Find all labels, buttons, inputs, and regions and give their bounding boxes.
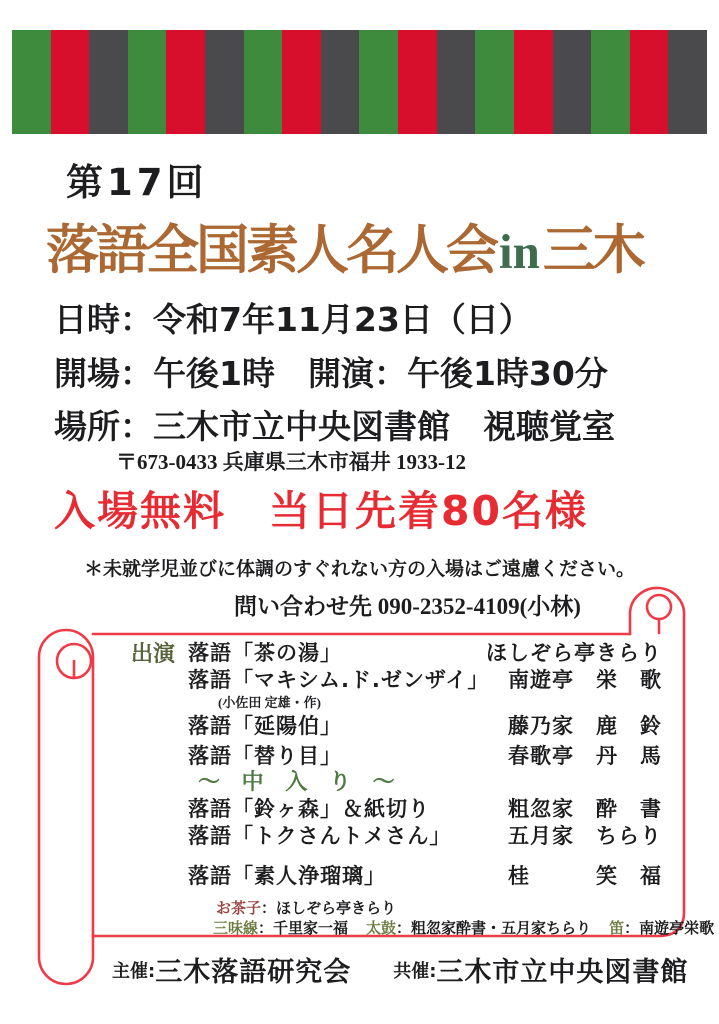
- scroll-left-roll: [39, 630, 93, 984]
- curtain-stripe-red: [282, 30, 321, 134]
- taiko-value: ：粗忽家酔書・五月家ちらり: [396, 919, 592, 937]
- organizers-line: [112, 950, 688, 989]
- scroll-right-curl: [647, 595, 671, 619]
- program-performer: 藤乃家 鹿 鈴: [508, 714, 662, 738]
- curtain-stripe-red: [51, 30, 90, 134]
- ochako-value: ：ほしぞら亭きらり: [261, 899, 397, 917]
- program-title: 落語「トクさんトメさん」: [188, 824, 452, 848]
- doors-open-line: 開場：午後1時 開演：午後1時30分: [54, 354, 608, 393]
- program-title: 落語「鈴ヶ森」＆紙切り: [188, 797, 430, 821]
- note-line: ＊未就学児並びに体調のすぐれない方の入場はご遠慮ください。: [84, 559, 636, 580]
- program-title: 落語「延陽伯」: [188, 714, 342, 738]
- curtain-stripe-black: [437, 30, 476, 134]
- program-title: 落語「茶の湯」: [188, 641, 342, 665]
- curtain-stripe-black: [205, 30, 244, 134]
- musicians-line: [213, 917, 719, 938]
- shamisen-value: ：千里家一福: [258, 919, 349, 937]
- curtain-stripe-green: [359, 30, 398, 134]
- fue-value: ：南遊亭栄歌: [624, 919, 715, 937]
- author-credit: (小佐田 定雄・作): [218, 695, 321, 710]
- program-performer: 五月家 ちらり: [508, 824, 662, 848]
- program-row: [188, 820, 662, 850]
- event-title: [46, 208, 643, 284]
- program-performer: 粗忽家 酔 書: [508, 797, 662, 821]
- program-row: [188, 637, 662, 667]
- organizer-name: 三木落語研究会: [155, 957, 352, 988]
- curtain-stripe-black: [553, 30, 592, 134]
- contact-line: 問い合わせ先 090-2352-4109(小林): [234, 594, 581, 619]
- cast-label: 出演: [131, 642, 176, 667]
- ochako-line: [216, 897, 396, 918]
- program-row: [188, 664, 662, 694]
- program-performer: 桂 笑 福: [508, 864, 662, 888]
- venue-line: 場所：三木市立中央図書館 視聴覚室: [54, 407, 615, 446]
- ochako-label: お茶子: [216, 899, 262, 917]
- curtain-stripe-red: [166, 30, 205, 134]
- kabuki-curtain-banner: [12, 30, 707, 134]
- scroll-left-curl: [57, 644, 91, 678]
- curtain-stripe-black: [668, 30, 707, 134]
- taiko-label: 太鼓: [366, 919, 397, 937]
- intermission-label: ～ 中 入 り ～: [198, 770, 402, 795]
- curtain-stripe-red: [398, 30, 437, 134]
- cohost-name: 三木市立中央図書館: [436, 957, 689, 988]
- curtain-stripe-red: [514, 30, 553, 134]
- curtain-stripe-green: [12, 30, 51, 134]
- fue-label: 笛: [609, 919, 625, 937]
- event-title-city: 三木: [542, 220, 643, 281]
- organizer-label: 主催:: [112, 960, 156, 982]
- shamisen-label: 三味線: [213, 919, 259, 937]
- program-performer: ほしぞら亭きらり: [486, 641, 662, 665]
- event-title-main: 落語全国素人名人会: [46, 220, 496, 281]
- curtain-stripe-black: [89, 30, 128, 134]
- curtain-stripe-green: [475, 30, 514, 134]
- edition-number: 第17回: [66, 161, 208, 204]
- program-performer: 南遊亭 栄 歌: [508, 668, 662, 692]
- program-title: 落語「素人浄瑠璃」: [188, 864, 386, 888]
- curtain-stripe-green: [591, 30, 630, 134]
- program-title: 落語「替り目」: [188, 744, 342, 768]
- admission-line: 入場無料 当日先着80名様: [54, 487, 589, 535]
- program-performer: 春歌亭 丹 馬: [508, 744, 662, 768]
- program-row: [188, 710, 662, 740]
- cohost-label: 共催:: [393, 960, 437, 982]
- curtain-stripe-black: [321, 30, 360, 134]
- program-row: [188, 860, 662, 890]
- program-title: 落語「マキシム.ド.ゼンザイ」: [188, 668, 490, 692]
- address-line: 〒673-0433 兵庫県三木市福井 1933-12: [116, 450, 466, 474]
- event-title-in: in: [499, 224, 540, 279]
- program-row: [188, 793, 662, 823]
- curtain-stripe-green: [244, 30, 283, 134]
- datetime-line: 日時：令和7年11月23日（日）: [54, 300, 532, 339]
- curtain-stripe-green: [128, 30, 167, 134]
- curtain-stripe-red: [630, 30, 669, 134]
